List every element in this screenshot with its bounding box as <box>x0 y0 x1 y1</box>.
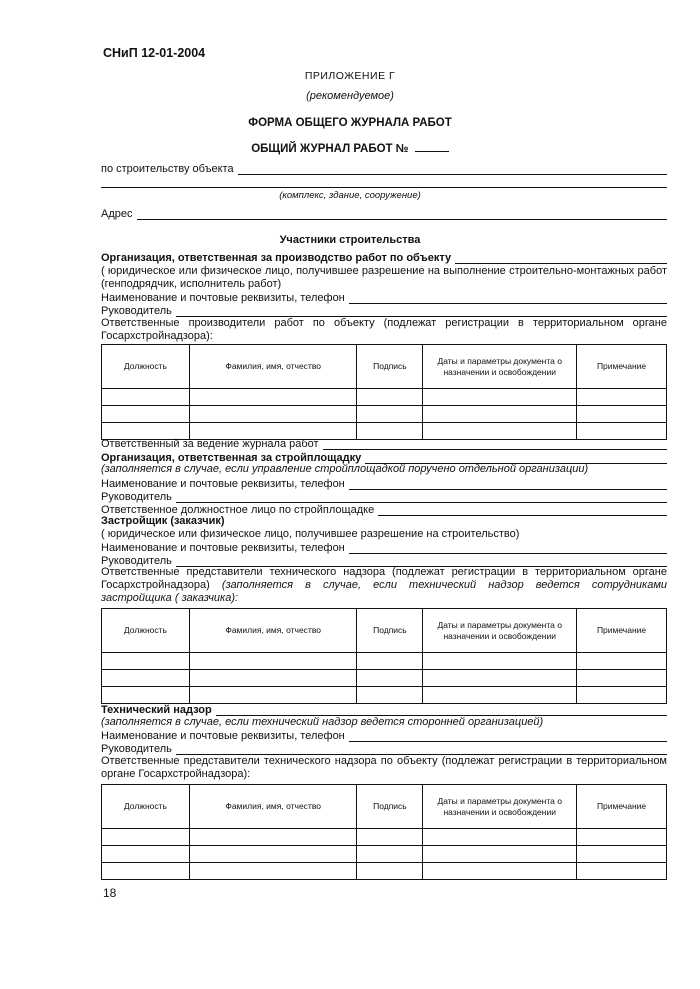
table-row[interactable] <box>102 670 667 687</box>
appendix-label: ПРИЛОЖЕНИЕ Г <box>304 70 396 82</box>
table-cell[interactable] <box>189 653 357 670</box>
journal-title-text: ОБЩИЙ ЖУРНАЛ РАБОТ № <box>251 143 409 155</box>
org-site-note: (заполняется в случае, если управление стройплощадкой поручено отдельной организации) <box>101 463 589 475</box>
tech-reps-object-note: Ответственные представители технического надзора по объекту (подлежат регистрации в территориальном органе Госархстройнадзора): <box>101 755 667 780</box>
table-row[interactable] <box>102 653 667 670</box>
developer-head-row[interactable] <box>101 553 667 567</box>
org-site-head-row[interactable] <box>101 489 667 503</box>
tech-reps-note-plain: Ответственные представители технического надзора (подлежат регистрации в территориальном органе Госархстройнадзора) <box>101 566 667 591</box>
responsible-producers-note: Ответственные производители работ по объекту (подлежат регистрации в территориальном органе Госархстройнадзора): <box>101 317 667 342</box>
table-cell[interactable] <box>423 863 577 880</box>
col-full-name: Фамилия, имя, отчество <box>189 609 357 653</box>
table-cell[interactable] <box>577 670 667 687</box>
org-site-row[interactable] <box>101 450 667 464</box>
table-cell[interactable] <box>357 670 423 687</box>
table-cell[interactable] <box>189 863 357 880</box>
table-cell[interactable] <box>189 846 357 863</box>
table-cell[interactable] <box>357 389 423 406</box>
table-header-row <box>102 785 667 829</box>
journal-number-blank[interactable] <box>415 142 449 152</box>
name-requisites-label: Наименование и почтовые реквизиты, телефон <box>101 730 345 742</box>
table-cell[interactable] <box>423 829 577 846</box>
table-header-row <box>102 345 667 389</box>
table-row[interactable] <box>102 406 667 423</box>
org-site-label: Организация, ответственная за стройплощадку <box>101 452 362 464</box>
table-cell[interactable] <box>577 846 667 863</box>
responsible-producers-table <box>101 344 667 440</box>
participants-heading: Участники строительства <box>279 234 421 246</box>
org-works-note: ( юридическое или физическое лицо, получившее разрешение на выполнение строительно-монтажных работ (генподрядчик, исполнитель работ) <box>101 265 667 290</box>
table-header-row <box>102 609 667 653</box>
col-position: Должность <box>102 785 190 829</box>
table-cell[interactable] <box>102 829 190 846</box>
table-cell[interactable] <box>189 389 357 406</box>
col-signature: Подпись <box>357 785 423 829</box>
address-label: Адрес <box>101 208 133 220</box>
recommended-label: (рекомендуемое) <box>306 90 394 102</box>
table-cell[interactable] <box>577 687 667 704</box>
tech-supervision-note: (заполняется в случае, если технический надзор ведется сторонней организацией) <box>101 716 544 728</box>
table-cell[interactable] <box>189 687 357 704</box>
table-cell[interactable] <box>423 406 577 423</box>
table-cell[interactable] <box>357 829 423 846</box>
table-row[interactable] <box>102 389 667 406</box>
construction-object-blank-2[interactable] <box>101 187 667 188</box>
developer-note: ( юридическое или физическое лицо, получившее разрешение на строительство) <box>101 528 520 540</box>
table-row[interactable] <box>102 863 667 880</box>
tech-supervision-blank[interactable] <box>216 706 667 716</box>
org-works-blank[interactable] <box>455 254 667 264</box>
table-cell[interactable] <box>357 687 423 704</box>
name-requisites-label: Наименование и почтовые реквизиты, телефон <box>101 478 345 490</box>
name-requisites-label: Наименование и почтовые реквизиты, телефон <box>101 292 345 304</box>
tech-supervision-requisites-row[interactable] <box>101 728 667 742</box>
table-cell[interactable] <box>189 829 357 846</box>
construction-object-row[interactable] <box>101 161 667 175</box>
org-works-row[interactable] <box>101 250 667 264</box>
site-official-row[interactable] <box>101 502 667 516</box>
col-remark: Примечание <box>577 609 667 653</box>
table-row[interactable] <box>102 846 667 863</box>
page-number: 18 <box>103 886 117 900</box>
name-requisites-label: Наименование и почтовые реквизиты, телефон <box>101 542 345 554</box>
site-official-blank[interactable] <box>378 506 667 516</box>
col-full-name: Фамилия, имя, отчество <box>189 345 357 389</box>
col-dates: Даты и параметры документа о назначении и освобождении <box>423 609 577 653</box>
tech-supervision-head-blank[interactable] <box>176 745 667 755</box>
table-cell[interactable] <box>577 389 667 406</box>
org-site-requisites-row[interactable] <box>101 476 667 490</box>
head-label: Руководитель <box>101 305 172 317</box>
table-cell[interactable] <box>423 389 577 406</box>
developer-requisites-row[interactable] <box>101 540 667 554</box>
table-cell[interactable] <box>577 406 667 423</box>
col-full-name: Фамилия, имя, отчество <box>189 785 357 829</box>
col-position: Должность <box>102 345 190 389</box>
table-cell[interactable] <box>357 653 423 670</box>
col-position: Должность <box>102 609 190 653</box>
table-cell[interactable] <box>102 846 190 863</box>
form-title: ФОРМА ОБЩЕГО ЖУРНАЛА РАБОТ <box>248 117 452 129</box>
table-row[interactable] <box>102 687 667 704</box>
tech-supervision-row[interactable] <box>101 702 667 716</box>
table-cell[interactable] <box>102 670 190 687</box>
head-label: Руководитель <box>101 743 172 755</box>
journal-keeper-blank[interactable] <box>323 440 667 450</box>
col-dates: Даты и параметры документа о назначении и освобождении <box>423 345 577 389</box>
tech-reps-note <box>101 566 667 605</box>
tech-supervision-label: Технический надзор <box>101 704 212 716</box>
journal-keeper-row[interactable] <box>101 436 667 450</box>
table-cell[interactable] <box>423 687 577 704</box>
org-works-head-row[interactable] <box>101 303 667 317</box>
col-signature: Подпись <box>357 345 423 389</box>
table-cell[interactable] <box>189 406 357 423</box>
table-cell[interactable] <box>102 653 190 670</box>
table-cell[interactable] <box>577 863 667 880</box>
tech-supervision-reps-table <box>101 784 667 880</box>
table-cell[interactable] <box>577 653 667 670</box>
table-cell[interactable] <box>423 653 577 670</box>
table-cell[interactable] <box>357 863 423 880</box>
construction-object-label: по строительству объекта <box>101 163 234 175</box>
org-works-label: Организация, ответственная за производство работ по объекту <box>101 252 452 264</box>
table-cell[interactable] <box>423 670 577 687</box>
developer-tech-reps-table <box>101 608 667 704</box>
org-works-head-blank[interactable] <box>176 307 667 317</box>
col-dates: Даты и параметры документа о назначении и освобождении <box>423 785 577 829</box>
journal-keeper-label: Ответственный за ведение журнала работ <box>101 438 319 450</box>
head-label: Руководитель <box>101 555 172 567</box>
table-cell[interactable] <box>357 406 423 423</box>
col-signature: Подпись <box>357 609 423 653</box>
table-cell[interactable] <box>102 863 190 880</box>
address-row[interactable] <box>101 206 667 220</box>
tech-reps-note-italic: (заполняется в случае, если технический надзор ведется сотрудниками застройщика ( заказчика): <box>101 579 668 604</box>
tech-supervision-head-row[interactable] <box>101 741 667 755</box>
document-code: СНиП 12-01-2004 <box>103 46 206 60</box>
table-cell[interactable] <box>577 829 667 846</box>
journal-title <box>0 142 700 155</box>
construction-object-hint: (комплекс, здание, сооружение) <box>279 190 421 201</box>
address-blank[interactable] <box>137 210 668 220</box>
table-row[interactable] <box>102 829 667 846</box>
col-remark: Примечание <box>577 345 667 389</box>
site-official-label: Ответственное должностное лицо по стройплощадке <box>101 504 375 516</box>
table-cell[interactable] <box>102 687 190 704</box>
table-cell[interactable] <box>423 846 577 863</box>
construction-object-blank[interactable] <box>238 165 667 175</box>
head-label: Руководитель <box>101 491 172 503</box>
table-cell[interactable] <box>102 406 190 423</box>
table-cell[interactable] <box>102 389 190 406</box>
table-cell[interactable] <box>189 670 357 687</box>
org-works-requisites-row[interactable] <box>101 290 667 304</box>
col-remark: Примечание <box>577 785 667 829</box>
table-cell[interactable] <box>357 846 423 863</box>
developer-label: Застройщик (заказчик) <box>101 515 225 527</box>
